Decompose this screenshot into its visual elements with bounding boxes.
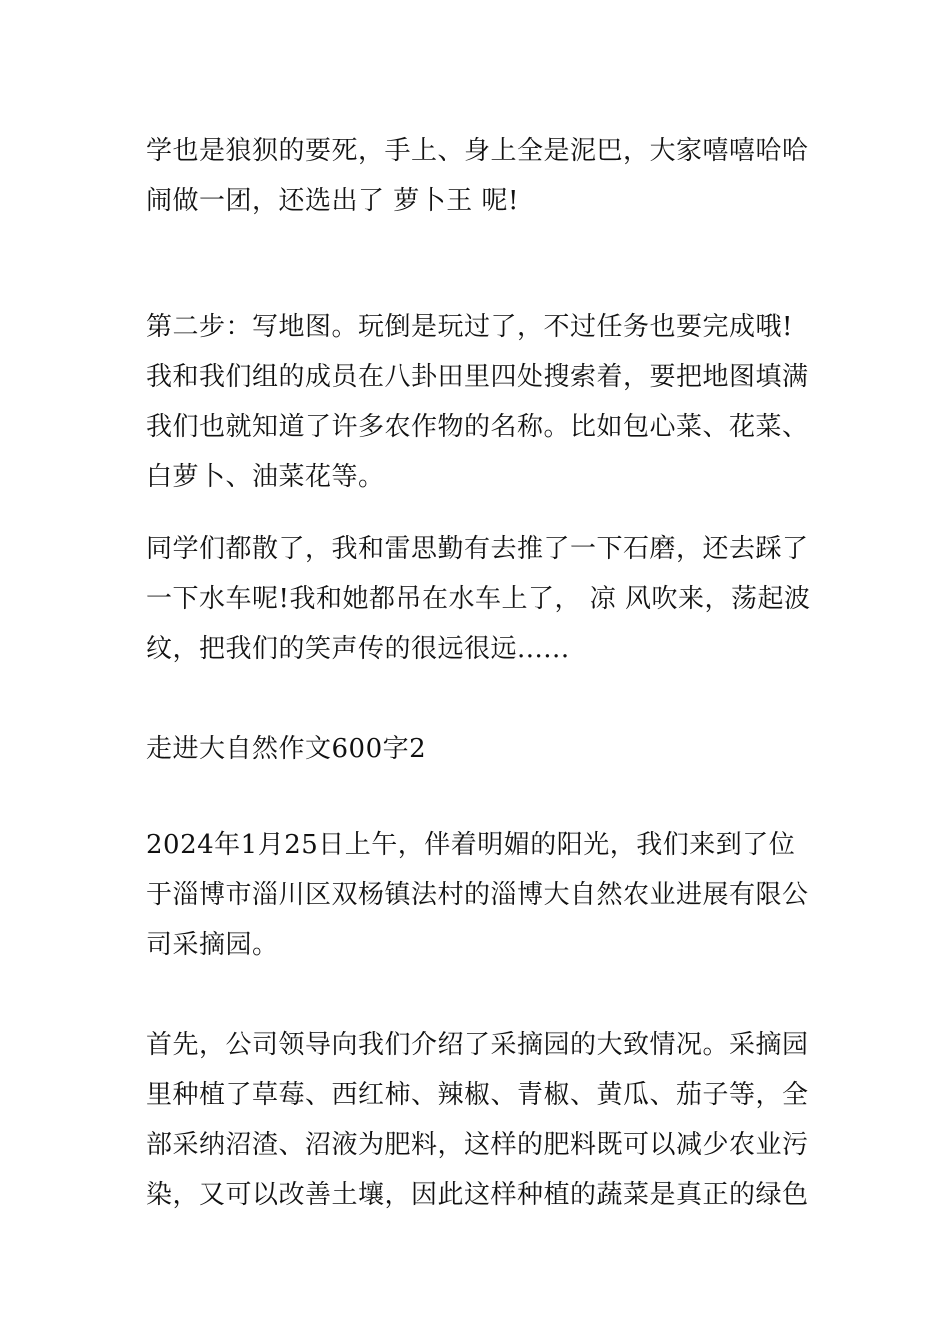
text-line: 部采纳沼渣、沼液为肥料，这样的肥料既可以减少农业污	[146, 1130, 809, 1160]
text-line: 学也是狼狈的要死，手上、身上全是泥巴，大家嘻嘻哈哈	[146, 136, 809, 166]
text-line: 一下水车呢!我和她都吊在水车上了， 凉 风吹来，荡起波	[146, 584, 811, 614]
text-line: 司采摘园。	[146, 930, 279, 960]
text-line: 2024年1月25日上午，伴着明媚的阳光，我们来到了位	[146, 830, 796, 860]
text-line: 首先，公司领导向我们介绍了采摘园的大致情况。采摘园	[146, 1030, 809, 1060]
text-line: 纹，把我们的笑声传的很远很远......	[146, 634, 570, 664]
text-line: 里种植了草莓、西红柿、辣椒、青椒、黄瓜、茄子等，全	[146, 1080, 809, 1110]
text-line: 同学们都散了，我和雷思勤有去推了一下石磨，还去踩了	[146, 534, 809, 564]
text-line: 第二步：写地图。玩倒是玩过了，不过任务也要完成哦!	[146, 312, 793, 342]
text-line: 我们也就知道了许多农作物的名称。比如包心菜、花菜、	[146, 412, 809, 442]
text-line: 白萝卜、油菜花等。	[146, 462, 385, 492]
text-line: 我和我们组的成员在八卦田里四处搜索着，要把地图填满	[146, 362, 809, 392]
text-line: 染，又可以改善土壤，因此这样种植的蔬菜是真正的绿色	[146, 1180, 809, 1210]
text-line: 闹做一团，还选出了 萝卜王 呢!	[146, 186, 519, 216]
section-heading: 走进大自然作文600字2	[146, 734, 427, 764]
text-line: 于淄博市淄川区双杨镇法村的淄博大自然农业进展有限公	[146, 880, 809, 910]
